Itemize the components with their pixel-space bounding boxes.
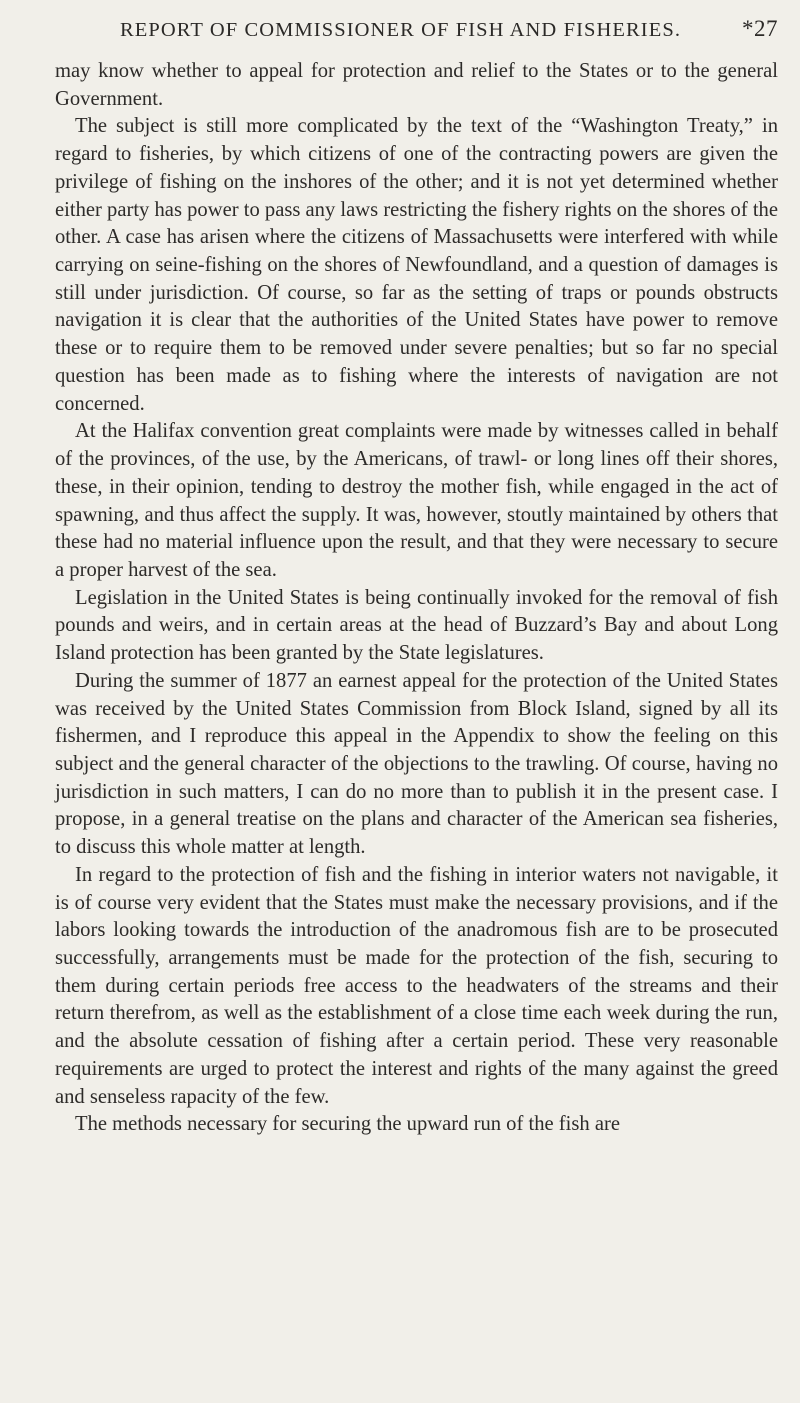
paragraph-interior-waters: In regard to the protection of fish and the fishing in interior waters not navigable, it is of course very evident that the States must make the necessary provisions, and if the labors looking towards the introduction of the anadromous fish are to be prosecuted successfully, arrangements must be made for the protection of the fish, securing to them during certain periods free access to the headwaters of the streams and their return therefrom, as well as the establishment of a close time each week during the run, and the absolute cessation of fishing after a certain period. These very reasonable requirements are urged to protect the interest and rights of the many against the greed and senseless rapacity of the few. bbox=[55, 863, 778, 1108]
running-header bbox=[120, 16, 778, 48]
paragraph-continued: may know whether to appeal for protection and relief to the States or to the general Government. bbox=[55, 60, 778, 110]
paragraph-methods: The methods necessary for securing the upward run of the fish are bbox=[75, 1113, 620, 1136]
body-text bbox=[55, 58, 778, 1139]
paragraph-halifax-convention: At the Halifax convention great complaints were made by witnesses called in behalf of the provinces, of the use, by the Americans, of trawl- or long lines off their shores, these, in their opinion, tending to destroy the mother fish, while engaged in the act of spawning, and thus affect the supply. It was, however, stoutly maintained by others that these had no material influence upon the result, and that they were necessary to secure a proper harvest of the sea. bbox=[55, 420, 778, 581]
running-head-title: REPORT OF COMMISSIONER OF FISH AND FISHERIES. bbox=[120, 19, 682, 41]
paragraph-washington-treaty: The subject is still more complicated by the text of the “Washington Treaty,” in regard to fisheries, by which citizens of one of the contracting powers are given the privilege of fishing on the inshores of the other; and it is not yet determined whether either party has power to pass any laws restricting the fishery rights on the shores of the other. A case has arisen where the citizens of Massachusetts were interfered with while carrying on seine-fishing on the shores of Newfoundland, and a question of damages is still under jurisdiction. Of course, so far as the setting of traps or pounds obstructs navigation it is clear that the authorities of the United States have power to remove these or to require them to be removed under severe penalties; but so far no special question has been made as to fishing where the interests of navigation are not concerned. bbox=[55, 115, 778, 415]
paragraph-legislation: Legislation in the United States is being continually invoked for the removal of fish pounds and weirs, and in certain areas at the head of Buzzard’s Bay and about Long Island protection has been granted by the State legislatures. bbox=[55, 586, 778, 665]
page-number: *27 bbox=[742, 16, 778, 41]
paragraph-block-island-appeal: During the summer of 1877 an earnest appeal for the protection of the United States was received by the United States Commission from Block Island, signed by all its fishermen, and I reproduce this appeal in the Appendix to show the feeling on this subject and the general character of the objections to the trawling. Of course, having no jurisdiction in such matters, I can do no more than to publish it in the present case. I propose, in a general treatise on the plans and character of the American sea fisheries, to discuss this whole matter at length. bbox=[55, 669, 778, 859]
